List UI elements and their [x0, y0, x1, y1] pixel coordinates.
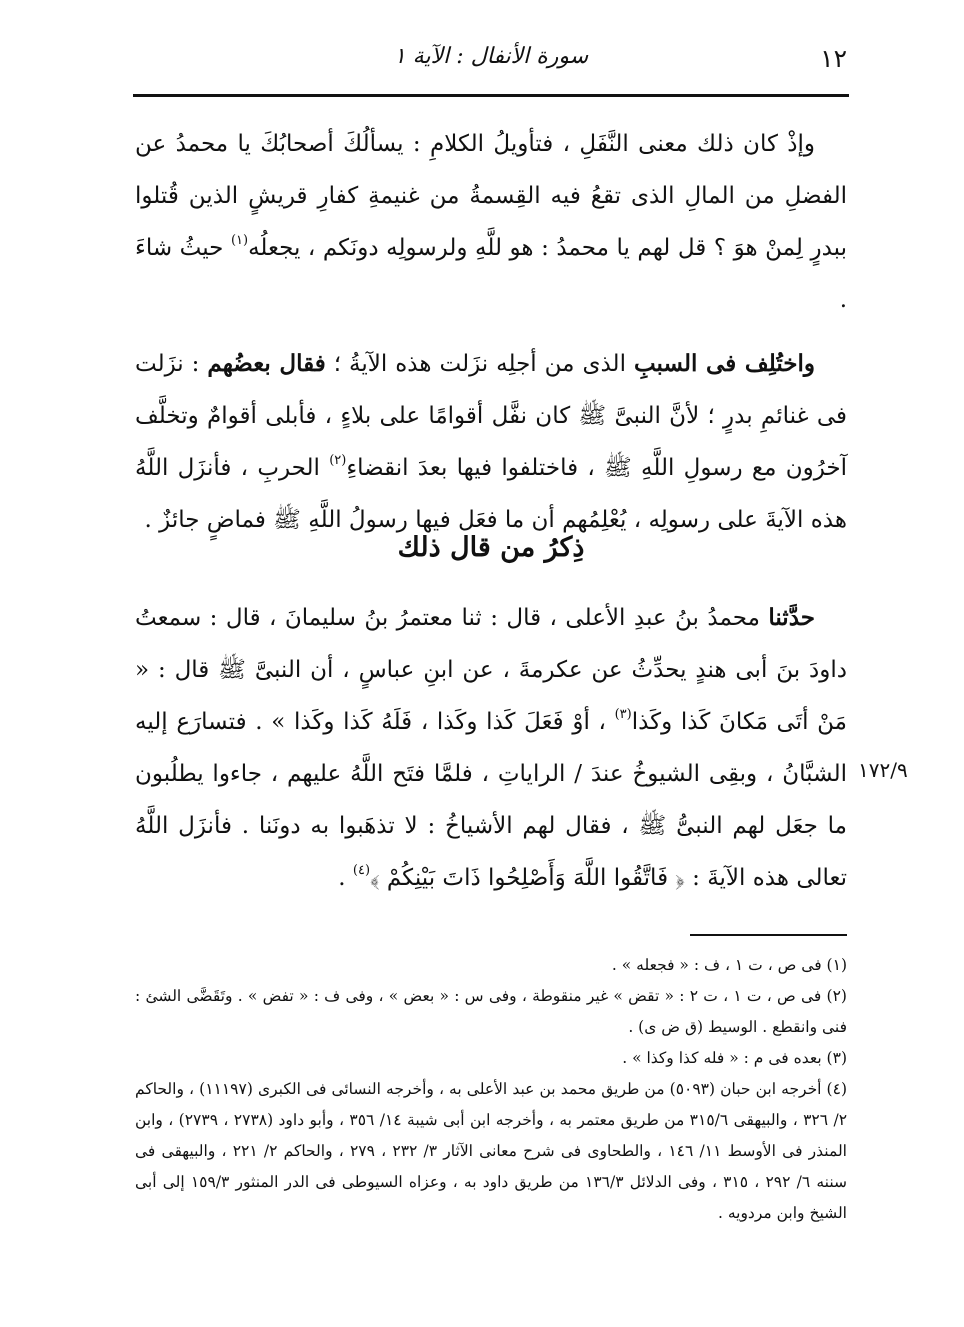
paragraph-1	[135, 118, 847, 326]
paragraph-2-text-b: : نزَلت فى غنائمِ بدرٍ ؛ لأنَّ النبىَّ ﷺ كان نفَّل أقوامًا على بلاءٍ ، فأبلى أقوامٌ وتخلَّف آخرُون مع رسولِ اللَّهِ ﷺ ، فاختلفوا فيها بعدَ انقضاءِ	[135, 351, 847, 481]
footnote-ref-3[interactable]: (٣)	[614, 707, 632, 722]
body-lower	[135, 592, 847, 904]
paragraph-2	[135, 338, 847, 546]
section-heading: ذِكرُ من قال ذلك	[397, 532, 585, 563]
footnote-2: (٢) فى ص ، ت ١ ، ت ٢ : « تقض » غير منقوطة ، وفى س : « بعض » ، وفى ف : « تفض » . وتَقَضَّى الشئ : فنى وانقطع . الوسيط (ق ض ى) .	[135, 987, 847, 1036]
paragraph-2-text-c: الحربِ ، فأنزَل اللَّهُ هذه الآيةَ على رسولِه ، يُعْلِمُهم أن ما فعَل فيها رسولُ اللَّهِ ﷺ فماضٍ جائزٌ .	[135, 455, 847, 533]
page-header	[135, 40, 847, 90]
margin-reference: ١٧٢/٩	[858, 758, 908, 782]
body-upper	[135, 118, 847, 546]
footnotes	[135, 950, 847, 1229]
footnote-ref-4[interactable]: (٤)	[352, 863, 371, 878]
paragraph-3-text-c: .	[338, 865, 353, 891]
footnote-ref-2[interactable]: (٢)	[329, 453, 347, 468]
footnote-1: (١) فى ص ، ت ١ ، ف : « فجعله » .	[611, 956, 847, 974]
header-rule	[133, 94, 849, 97]
paragraph-2-lead: واختُلِف فى السببِ	[633, 350, 815, 377]
footnote-rule	[690, 934, 847, 936]
paragraph-3-text-a: محمدُ بنُ عبدِ الأعلى ، قال : ثنا معتمرُ بنُ سليمانَ ، قال : سمعتُ داودَ بنَ أبى هندٍ يحدِّثُ عن عكرمةَ ، عن ابنِ عباسٍ ، أن النبىَّ ﷺ قال : « مَنْ أتَى مَكانَ كَذا وكَذا	[135, 605, 847, 735]
paragraph-2-lead-2: فقال بعضُهم	[207, 350, 326, 377]
page-number: ١٢	[820, 44, 847, 73]
paragraph-1-text: وإذْ كان ذلك معنى النَّفَلِ ، فتأويلُ الكلامِ : يسألُكَ أصحابُكَ يا محمدُ عن الفضلِ من المالِ الذى تقعُ فيه القِسمةُ من غنيمةِ كفارِ قريشٍ الذين قُتلوا ببدرٍ لِمنْ هوَ ؟ قل لهم يا محمدُ : هو للَّهِ ولرسولِه دونَكم ، يجعلُه	[135, 131, 847, 261]
paragraph-3-text-b: ، أوْ فَعَلَ كَذا وكَذا ، فَلَهُ كَذا وكَذا » . فتسارَع إليه الشبَّانُ ، وبقِى الشيوخُ عندَ / الراياتِ ، فلمَّا فتَح اللَّهُ عليهم ، جاءوا يطلُبون ما جعَل لهم النبىُّ ﷺ ، فقال لهم الأشياخُ : لا تذهَبوا به دونَنا . فأنزَل اللَّهُ تعالى هذه الآيةَ : ﴿ فَاتَّقُوا اللَّهَ وَأَصْلِحُوا ذَاتَ بَيْنِكُمْ ﴾	[135, 709, 847, 891]
paragraph-2-text-a: الذى من أجلِه نزَلت هذه الآيةُ ؛	[325, 351, 634, 377]
footnote-4: (٤) أخرجه ابن حبان (٥٠٩٣) من طريق محمد بن عبد الأعلى به ، وأخرجه النسائى فى الكبرى (١١١٩٧) ، والحاكم ٢/ ٣٢٦ ، والبيهقى ٣١٥/٦ من طريق معتمر به ، وأخرجه ابن أبى شيبة ١٤/ ٣٥٦ ، وأبو داود (٢٧٣٨ ، ٢٧٣٩) ، وابن المنذر فى الأوسط ١١/ ١٤٦ ، والطحاوى فى شرح معانى الآثار ٣/ ٢٣٢ ، ٢٧٩ ، والحاكم ٢/ ٢٢١ ، والبيهقى فى سننه ٦/ ٢٩٢ ، ٣١٥ ، وفى الدلائل ١٣٦/٣ من طريق داود به ، وعزاه السيوطى فى الدر المنثور ١٥٩/٣ إلى أبى الشيخ وابن مردويه .	[135, 1080, 848, 1222]
paragraph-3	[135, 592, 847, 904]
running-title: سورة الأنفال : الآية ١	[393, 44, 589, 69]
paragraph-3-lead: حدَّثنا	[768, 604, 815, 631]
footnote-ref-1[interactable]: (١)	[230, 233, 249, 248]
footnote-3: (٣) بعده فى م : « فله كذا وكذا » .	[622, 1049, 847, 1067]
paragraph-1-end: حيثُ شاءَ .	[135, 235, 847, 313]
